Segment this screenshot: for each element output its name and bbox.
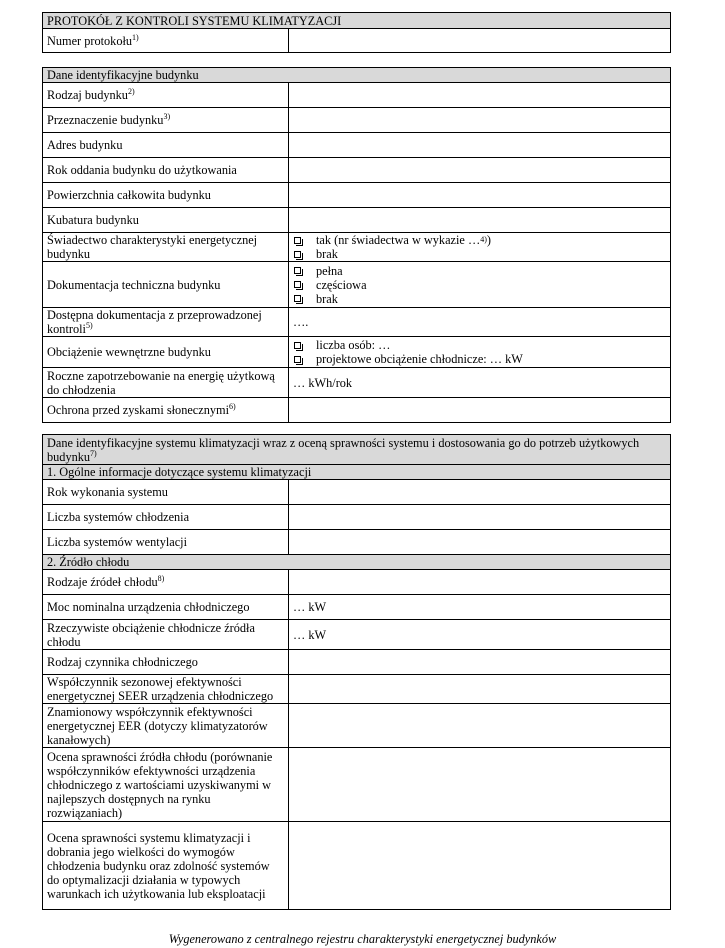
energy-certificate-label: Świadectwo charakterystyki energetycznej budynku <box>43 233 289 262</box>
protocol-title: PROTOKÓŁ Z KONTROLI SYSTEMU KLIMATYZACJI <box>43 13 671 29</box>
previous-inspection-label: Dostępna dokumentacja z przeprowadzonej kontroli$^{5)}$ <box>43 308 289 337</box>
cooling-source-types-label: Rodzaje źródeł chłodu$^{8)}$ <box>43 570 289 595</box>
system-year-field[interactable] <box>289 480 671 505</box>
building-header: Dane identyfikacyjne budynku <box>43 68 671 83</box>
building-year-field[interactable] <box>289 158 671 183</box>
nominal-power-label: Moc nominalna urządzenia chłodniczego <box>43 595 289 620</box>
building-volume-field[interactable] <box>289 208 671 233</box>
system-header: Dane identyfikacyjne systemu klimatyzacji wraz z oceną sprawności systemu i dostosowania go do potrzeb użytkowych budynku$^{7)}$ <box>43 435 671 465</box>
cooling-energy-label: Roczne zapotrzebowanie na energię użytkową do chłodzenia <box>43 368 289 398</box>
protocol-number-field[interactable] <box>289 29 671 53</box>
previous-inspection-field[interactable]: …. <box>289 308 671 337</box>
actual-load-field[interactable]: … kW <box>289 620 671 650</box>
technical-documentation-options <box>289 262 671 308</box>
footer-note: Wygenerowano z centralnego rejestru charakterystyki energetycznej budynków <box>168 932 557 946</box>
doc-full-option[interactable]: pełna <box>293 264 666 278</box>
eer-field[interactable] <box>289 704 671 748</box>
building-purpose-field[interactable] <box>289 108 671 133</box>
cooling-systems-count-label: Liczba systemów chłodzenia <box>43 505 289 530</box>
system-year-label: Rok wykonania systemu <box>43 480 289 505</box>
doc-none-option[interactable]: brak <box>293 292 666 306</box>
building-address-field[interactable] <box>289 133 671 158</box>
seer-label: Współczynnik sezonowej efektywności energetycznej SEER urządzenia chłodniczego <box>43 675 289 704</box>
solar-protection-label: Ochrona przed zyskami słonecznymi$^{6)}$ <box>43 398 289 423</box>
building-area-label: Powierzchnia całkowita budynku <box>43 183 289 208</box>
building-year-label: Rok oddania budynku do użytkowania <box>43 158 289 183</box>
building-address-label: Adres budynku <box>43 133 289 158</box>
seer-field[interactable] <box>289 675 671 704</box>
building-area-field[interactable] <box>289 183 671 208</box>
protocol-table <box>42 12 671 53</box>
building-table <box>42 67 671 423</box>
cert-no-option[interactable]: brak <box>293 247 666 261</box>
load-people-option[interactable]: liczba osób: … <box>293 338 666 352</box>
system-table <box>42 434 671 910</box>
checkbox-icon[interactable] <box>294 251 301 258</box>
checkbox-icon[interactable] <box>294 281 301 288</box>
cooling-systems-count-field[interactable] <box>289 505 671 530</box>
energy-certificate-options <box>289 233 671 262</box>
source-efficiency-evaluation-label: Ocena sprawności źródła chłodu (porównanie współczynników efektywności urządzenia chłodniczego z wartościami uzyskiwanymi w najlepszych dostępnych na rynku rozwiązaniach) <box>43 748 289 822</box>
checkbox-icon[interactable] <box>294 356 301 363</box>
technical-documentation-label: Dokumentacja techniczna budynku <box>43 262 289 308</box>
load-design-option[interactable]: projektowe obciążenie chłodnicze: … kW <box>293 352 666 366</box>
system-efficiency-evaluation-label: Ocena sprawności systemu klimatyzacji i dobrania jego wielkości do wymogów chłodzenia budynku oraz zdolność systemów do optymalizacji działania w typowych warunkach ich użytkowania lub eksploatacji <box>43 822 289 910</box>
cooling-source-types-field[interactable] <box>289 570 671 595</box>
internal-load-options <box>289 337 671 368</box>
doc-partial-option[interactable]: częściowa <box>293 278 666 292</box>
ventilation-systems-count-field[interactable] <box>289 530 671 555</box>
cert-yes-option[interactable]: tak (nr świadectwa w wykazie … 4) ) <box>293 233 666 247</box>
checkbox-icon[interactable] <box>294 237 301 244</box>
solar-protection-field[interactable] <box>289 398 671 423</box>
source-efficiency-evaluation-field[interactable] <box>289 748 671 822</box>
checkbox-icon[interactable] <box>294 342 301 349</box>
cooling-source-header: 2. Źródło chłodu <box>43 555 671 570</box>
actual-load-label: Rzeczywiste obciążenie chłodnicze źródła chłodu <box>43 620 289 650</box>
building-volume-label: Kubatura budynku <box>43 208 289 233</box>
protocol-number-label: Numer protokołu$^{1)}$ <box>43 29 289 53</box>
nominal-power-field[interactable]: … kW <box>289 595 671 620</box>
checkbox-icon[interactable] <box>294 267 301 274</box>
internal-load-label: Obciążenie wewnętrzne budynku <box>43 337 289 368</box>
general-info-header: 1. Ogólne informacje dotyczące systemu klimatyzacji <box>43 465 671 480</box>
system-efficiency-evaluation-field[interactable] <box>289 822 671 910</box>
refrigerant-type-field[interactable] <box>289 650 671 675</box>
eer-label: Znamionowy współczynnik efektywności energetycznej EER (dotyczy klimatyzatorów kanałowych) <box>43 704 289 748</box>
checkbox-icon[interactable] <box>294 295 301 302</box>
refrigerant-type-label: Rodzaj czynnika chłodniczego <box>43 650 289 675</box>
building-type-field[interactable] <box>289 83 671 108</box>
building-type-label: Rodzaj budynku$^{2)}$ <box>43 83 289 108</box>
building-purpose-label: Przeznaczenie budynku$^{3)}$ <box>43 108 289 133</box>
cooling-energy-field[interactable]: … kWh/rok <box>289 368 671 398</box>
ventilation-systems-count-label: Liczba systemów wentylacji <box>43 530 289 555</box>
